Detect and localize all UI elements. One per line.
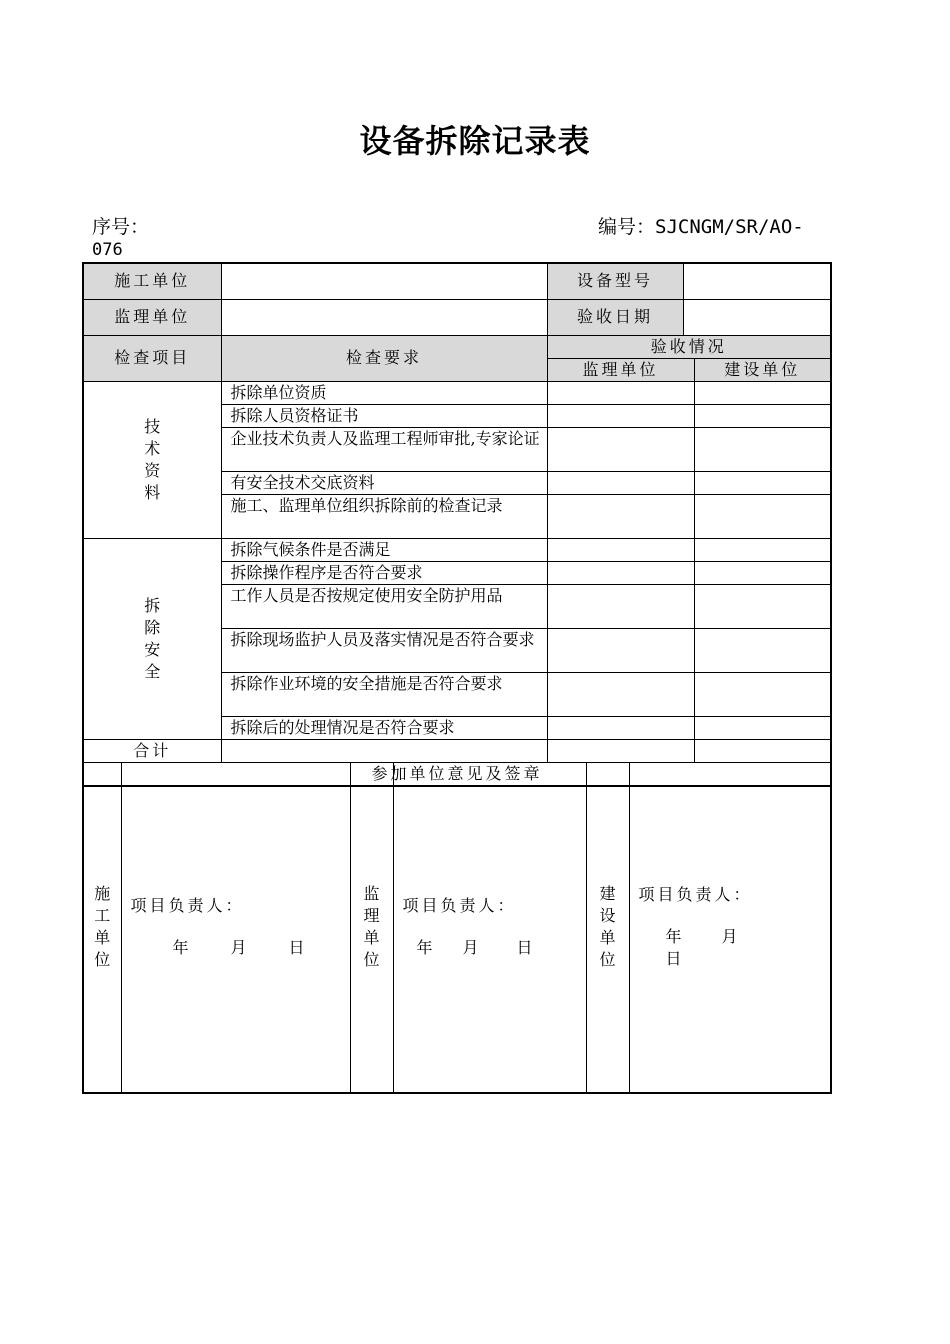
supervisor-check-cell[interactable]	[547, 672, 694, 716]
acceptance-date-value[interactable]	[683, 299, 831, 335]
supervisor-check-cell[interactable]	[547, 494, 694, 538]
equipment-model-value[interactable]	[683, 263, 831, 299]
unit-label: 施工单位	[94, 884, 111, 970]
column-header-item: 检查项目	[83, 335, 221, 381]
column-header-acceptance: 验收情况	[547, 335, 831, 358]
builder-check-cell[interactable]	[694, 561, 831, 584]
day-label: 日	[288, 938, 305, 958]
month-label: 月	[462, 938, 479, 958]
group-technical-docs	[83, 381, 221, 538]
day-label: 日	[516, 938, 533, 958]
requirement-cell: 拆除单位资质	[221, 381, 547, 404]
supervisor-check-cell[interactable]	[547, 561, 694, 584]
serial-label: 序号：	[92, 216, 150, 238]
builder-check-cell[interactable]	[694, 538, 831, 561]
form-title: 设备拆除记录表	[359, 122, 591, 160]
requirement-cell: 施工、监理单位组织拆除前的检查记录	[221, 494, 547, 538]
year-label: 年	[665, 927, 682, 947]
year-label: 年	[172, 938, 189, 958]
supervisor-check-cell[interactable]	[547, 381, 694, 404]
unit-label: 建设单位	[599, 884, 616, 970]
builder-check-cell[interactable]	[694, 381, 831, 404]
signature-date	[403, 937, 586, 959]
opinion-title: 参加单位意见及签章	[83, 762, 831, 786]
signature-unit-construction	[83, 763, 121, 1093]
group-demolition-safety	[83, 538, 221, 739]
total-supervisor-cell[interactable]	[547, 739, 694, 762]
builder-check-cell[interactable]	[694, 584, 831, 628]
project-manager-label: 项目负责人：	[638, 885, 753, 905]
requirement-cell: 拆除现场监护人员及落实情况是否符合要求	[221, 628, 547, 672]
column-header-supervisor: 监理单位	[547, 358, 694, 381]
code-value: SJCNGM/SR/AO-	[655, 216, 804, 238]
supervision-unit-label: 监理单位	[83, 299, 221, 335]
column-header-requirement: 检查要求	[221, 335, 547, 381]
project-manager-label: 项目负责人：	[130, 896, 245, 916]
builder-check-cell[interactable]	[694, 404, 831, 427]
signature-area-construction[interactable]	[121, 763, 350, 1093]
construction-unit-label: 施工单位	[83, 263, 221, 299]
group-label: 技术资料	[144, 416, 161, 502]
requirement-cell: 拆除操作程序是否符合要求	[221, 561, 547, 584]
project-manager-label: 项目负责人：	[402, 896, 517, 916]
signature-date	[131, 937, 350, 959]
total-builder-cell[interactable]	[694, 739, 831, 762]
requirement-cell: 企业技术负责人及监理工程师审批,专家论证	[221, 427, 547, 471]
supervisor-check-cell[interactable]	[547, 584, 694, 628]
supervisor-check-cell[interactable]	[547, 404, 694, 427]
builder-check-cell[interactable]	[694, 427, 831, 471]
builder-check-cell[interactable]	[694, 628, 831, 672]
day-label: 日	[665, 949, 682, 969]
requirement-cell: 有安全技术交底资料	[221, 471, 547, 494]
supervisor-check-cell[interactable]	[547, 471, 694, 494]
column-header-builder: 建设单位	[694, 358, 831, 381]
unit-label: 监理单位	[363, 884, 380, 970]
supervisor-check-cell[interactable]	[547, 538, 694, 561]
requirement-cell: 拆除气候条件是否满足	[221, 538, 547, 561]
builder-check-cell[interactable]	[694, 471, 831, 494]
signature-table	[82, 762, 832, 1094]
signature-unit-builder	[586, 763, 629, 1093]
supervisor-check-cell[interactable]	[547, 427, 694, 471]
acceptance-date-label: 验收日期	[547, 299, 683, 335]
month-label: 月	[721, 927, 738, 947]
signature-area-builder[interactable]	[629, 763, 831, 1093]
year-label: 年	[416, 938, 433, 958]
equipment-model-label: 设备型号	[547, 263, 683, 299]
construction-unit-value[interactable]	[221, 263, 547, 299]
requirement-cell: 工作人员是否按规定使用安全防护用品	[221, 584, 547, 628]
code-label: 编号：	[598, 216, 656, 238]
total-label: 合计	[83, 739, 221, 762]
builder-check-cell[interactable]	[694, 716, 831, 739]
requirement-cell: 拆除后的处理情况是否符合要求	[221, 716, 547, 739]
requirement-cell: 拆除作业环境的安全措施是否符合要求	[221, 672, 547, 716]
signature-unit-supervision	[350, 763, 393, 1093]
total-requirement-cell	[221, 739, 547, 762]
code-field	[598, 212, 804, 239]
month-label: 月	[230, 938, 247, 958]
inspection-table	[82, 262, 832, 787]
supervision-unit-value[interactable]	[221, 299, 547, 335]
requirement-cell: 拆除人员资格证书	[221, 404, 547, 427]
serial-value: 076	[92, 240, 123, 260]
supervisor-check-cell[interactable]	[547, 716, 694, 739]
builder-check-cell[interactable]	[694, 494, 831, 538]
signature-date	[639, 926, 831, 970]
builder-check-cell[interactable]	[694, 672, 831, 716]
supervisor-check-cell[interactable]	[547, 628, 694, 672]
group-label: 拆除安全	[144, 595, 161, 681]
signature-area-supervision[interactable]	[393, 763, 586, 1093]
